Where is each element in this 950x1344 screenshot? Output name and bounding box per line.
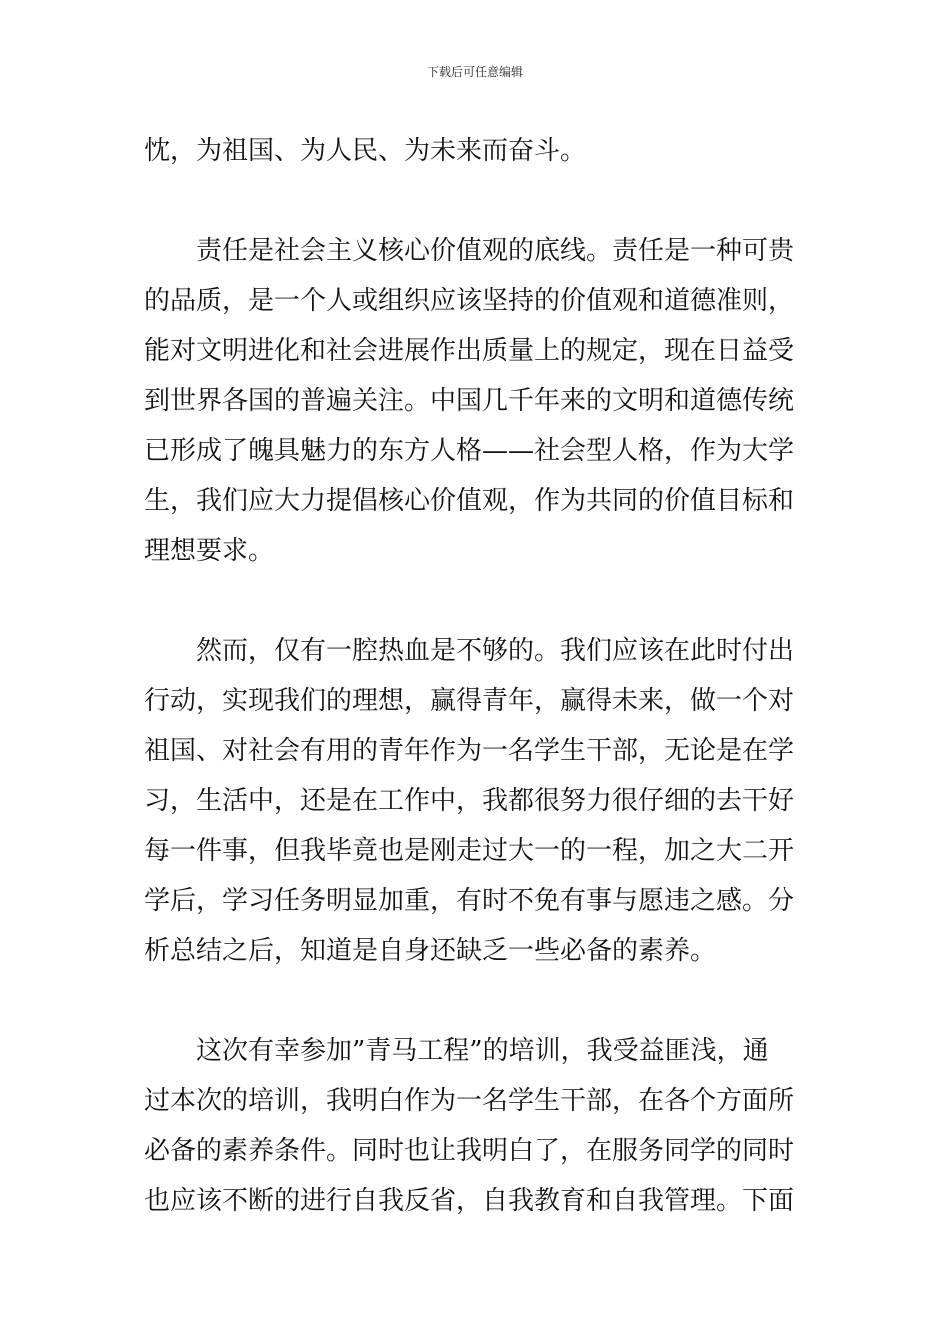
paragraph-line: 必备的素养条件。同时也让我明白了，在服务同学的同时 <box>144 1136 795 1166</box>
paragraph-line: 学后，学习任务明显加重，有时不免有事与愿违之感。分 <box>144 886 795 916</box>
paragraph-line: 到世界各国的普遍关注。中国几千年来的文明和道德传统 <box>144 386 795 416</box>
paragraph-gap <box>144 576 808 626</box>
paragraph-line: 理想要求。 <box>144 536 275 566</box>
paragraph-line: 祖国、对社会有用的青年作为一名学生干部，无论是在学 <box>144 736 795 766</box>
page-header: 下载后可任意编辑 <box>426 65 523 79</box>
paragraph-line: 这次有幸参加”青马工程”的培训，我受益匪浅，通 <box>196 1036 769 1066</box>
paragraph-gap <box>144 976 808 1026</box>
paragraph-line: 生，我们应大力提倡核心价值观，作为共同的价值目标和 <box>144 486 795 516</box>
paragraph-line: 然而，仅有一腔热血是不够的。我们应该在此时付出 <box>196 636 795 666</box>
paragraph-line: 能对文明进化和社会进展作出质量上的规定，现在日益受 <box>144 336 795 366</box>
paragraph-line: 已形成了魄具魅力的东方人格——社会型人格，作为大学 <box>144 436 795 466</box>
paragraph-line: 过本次的培训，我明白作为一名学生干部，在各个方面所 <box>144 1086 795 1116</box>
paragraph-line: 习，生活中，还是在工作中，我都很努力很仔细的去干好 <box>144 786 795 816</box>
paragraph-gap <box>144 176 808 226</box>
paragraph-line: 忱，为祖国、为人民、为未来而奋斗。 <box>144 136 587 166</box>
paragraph-line: 行动，实现我们的理想，赢得青年，赢得未来，做一个对 <box>144 686 795 716</box>
document-body <box>144 126 808 1226</box>
paragraph-line: 的品质，是一个人或组织应该坚持的价值观和道德准则， <box>144 286 795 316</box>
paragraph-line: 每一件事，但我毕竟也是刚走过大一的一程，加之大二开 <box>144 836 795 866</box>
paragraph-line: 析总结之后，知道是自身还缺乏一些必备的素养。 <box>144 936 717 966</box>
paragraph-line: 也应该不断的进行自我反省，自我教育和自我管理。下面 <box>144 1186 795 1216</box>
paragraph-line: 责任是社会主义核心价值观的底线。责任是一种可贵 <box>196 236 795 266</box>
